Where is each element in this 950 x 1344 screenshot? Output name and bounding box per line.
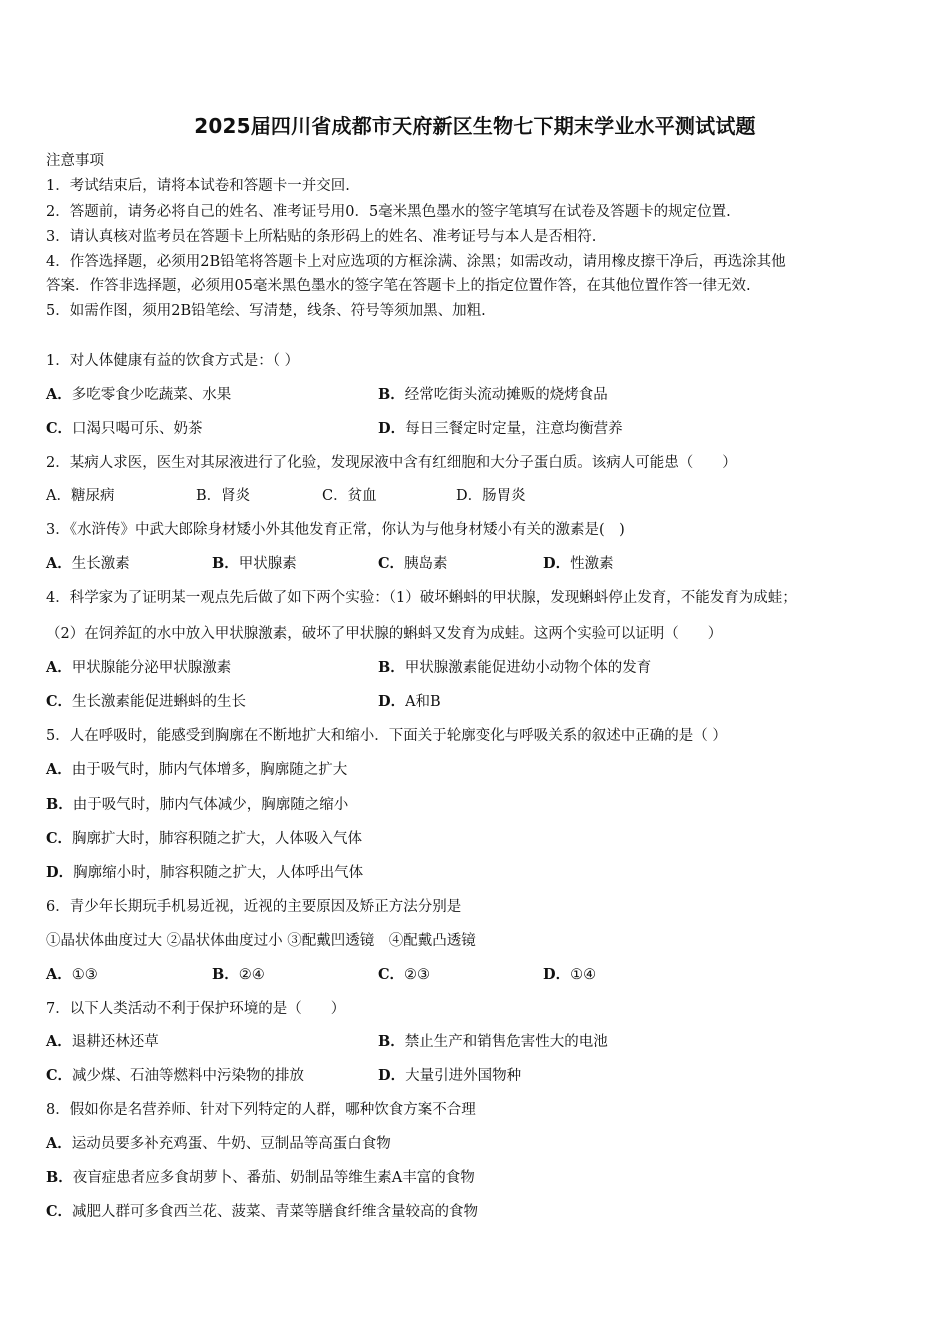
option-letter: D．: [46, 864, 74, 881]
q2-option-a: [46, 486, 114, 506]
option-text: 每日三餐定时定量，注意均衡营养: [405, 421, 623, 437]
q6-option-a: [46, 965, 98, 985]
q8-option-b: [46, 1168, 475, 1188]
q7-option-d: [378, 1066, 521, 1086]
option-letter: B．: [378, 1033, 405, 1050]
question-stem-7: 7．以下人类活动不利于保护环境的是（ ）: [46, 1001, 346, 1017]
option-text: 性激素: [570, 556, 614, 572]
notice-item: 3．请认真核对监考员在答题卡上所粘贴的条形码上的姓名、准考证号与本人是否相符.: [46, 229, 597, 245]
question-stem-1: 1．对人体健康有益的饮食方式是：（ ）: [46, 353, 300, 369]
question-stem-4-cont: （2）在饲养缸的水中放入甲状腺激素，破坏了甲状腺的蝌蚪又发育为成蛙。这两个实验可以证明（ ）: [46, 626, 723, 642]
option-text: 肾炎: [221, 488, 251, 504]
option-text: ②④: [238, 967, 265, 983]
option-text: 运动员要多补充鸡蛋、牛奶、豆制品等高蛋白食物: [71, 1136, 391, 1152]
q6-option-b: [212, 965, 265, 985]
q5-option-b: [46, 795, 348, 815]
option-text: 胸廓缩小时，肺容积随之扩大，人体呼出气体: [73, 865, 364, 881]
notice-item: 2．答题前，请务必将自己的姓名、准考证号用0．5毫米黑色墨水的签字笔填写在试卷及答题卡的规定位置.: [46, 204, 731, 220]
option-text: 由于吸气时，肺内气体减少，胸廓随之缩小: [72, 797, 349, 813]
question-stem-6: 6．青少年长期玩手机易近视，近视的主要原因及矫正方法分别是: [46, 899, 462, 915]
q1-option-b: [378, 385, 608, 405]
q6-option-d: [543, 965, 596, 985]
option-letter: A．: [46, 488, 71, 504]
option-text: 减少煤、石油等燃料中污染物的排放: [72, 1068, 305, 1084]
option-text: 肠胃炎: [482, 488, 526, 504]
page-title: 2025届四川省成都市天府新区生物七下期末学业水平测试试题: [194, 114, 756, 138]
option-text: 糖尿病: [70, 488, 115, 504]
option-letter: D．: [456, 488, 483, 504]
option-text: 口渴只喝可乐、奶茶: [72, 421, 203, 437]
option-letter: A．: [46, 761, 72, 778]
q3-option-c: [378, 554, 448, 574]
option-text: 经常吃街头流动摊贩的烧烤食品: [404, 387, 608, 403]
option-text: 生长激素: [71, 556, 130, 572]
q4-option-a: [46, 658, 231, 678]
option-letter: B．: [46, 1169, 73, 1186]
q6-option-c: [378, 965, 430, 985]
notice-item: 答案．作答非选择题，必须用05毫米黑色墨水的签字笔在答题卡上的指定位置作答，在其他位置作答一律无效.: [46, 278, 751, 294]
q2-option-c: [322, 486, 377, 506]
question-6-statements: ①晶状体曲度过大 ②晶状体曲度过小 ③配戴凹透镜 ④配戴凸透镜: [46, 933, 476, 949]
question-stem-2: 2．某病人求医，医生对其尿液进行了化验，发现尿液中含有红细胞和大分子蛋白质。该病人可能患（ ）: [46, 455, 737, 471]
option-letter: B．: [196, 488, 222, 504]
option-letter: B．: [378, 386, 405, 403]
option-text: ②③: [404, 967, 431, 983]
option-letter: C．: [46, 420, 73, 437]
option-text: 贫血: [347, 488, 377, 504]
option-letter: A．: [46, 386, 72, 403]
q1-option-d: [378, 419, 623, 439]
option-letter: A．: [46, 1135, 72, 1152]
option-letter: A．: [46, 1033, 72, 1050]
q7-option-b: [378, 1032, 608, 1052]
option-text: 夜盲症患者应多食胡萝卜、番茄、奶制品等维生素A丰富的食物: [72, 1170, 475, 1186]
q1-option-a: [46, 385, 231, 405]
option-letter: C．: [378, 555, 405, 572]
q3-option-b: [212, 554, 297, 574]
q1-option-c: [46, 419, 203, 439]
q5-option-a: [46, 760, 347, 780]
question-stem-3: 3．《水浒传》中武大郎除身材矮小外其他发育正常，你认为与他身材矮小有关的激素是( ): [46, 522, 625, 538]
option-text: 甲状腺激素能促进幼小动物个体的发育: [404, 660, 652, 676]
option-letter: B．: [378, 659, 405, 676]
q4-option-b: [378, 658, 651, 678]
option-text: 多吃零食少吃蔬菜、水果: [71, 387, 232, 403]
question-stem-4: 4．科学家为了证明某一观点先后做了如下两个实验：（1）破坏蝌蚪的甲状腺，发现蝌蚪停止发育，不能发育为成蛙；: [46, 590, 797, 606]
q3-option-a: [46, 554, 130, 574]
q3-option-d: [543, 554, 614, 574]
q5-option-c: [46, 829, 362, 849]
option-letter: C．: [46, 1067, 73, 1084]
question-stem-8: 8．假如你是名营养师、针对下列特定的人群，哪种饮食方案不合理: [46, 1102, 476, 1118]
option-letter: C．: [378, 966, 405, 983]
option-text: 减肥人群可多食西兰花、菠菜、青菜等膳食纤维含量较高的食物: [72, 1204, 479, 1220]
option-letter: C．: [322, 488, 348, 504]
option-text: 由于吸气时，肺内气体增多，胸廓随之扩大: [71, 762, 348, 778]
option-text: 大量引进外国物种: [405, 1068, 522, 1084]
option-text: 生长激素能促进蝌蚪的生长: [72, 694, 247, 710]
option-letter: D．: [378, 693, 406, 710]
q8-option-c: [46, 1202, 478, 1222]
option-letter: D．: [378, 1067, 406, 1084]
option-text: 甲状腺能分泌甲状腺激素: [71, 660, 232, 676]
question-stem-5: 5．人在呼吸时，能感受到胸廓在不断地扩大和缩小．下面关于轮廓变化与呼吸关系的叙述中正确的是（ ）: [46, 728, 727, 744]
option-text: 禁止生产和销售危害性大的电池: [404, 1034, 608, 1050]
q2-option-b: [196, 486, 250, 506]
option-text: ①③: [71, 967, 98, 983]
option-text: 退耕还林还草: [71, 1034, 159, 1050]
option-letter: D．: [543, 555, 571, 572]
option-text: 甲状腺素: [238, 556, 297, 572]
q4-option-d: [378, 692, 441, 712]
notice-item: 5．如需作图，须用2B铅笔绘、写清楚，线条、符号等须加黑、加粗.: [46, 303, 486, 319]
notice-item: 1．考试结束后，请将本试卷和答题卡一并交回.: [46, 178, 350, 194]
option-letter: C．: [46, 1203, 73, 1220]
option-letter: D．: [378, 420, 406, 437]
option-letter: B．: [212, 555, 239, 572]
option-text: 胸廓扩大时，肺容积随之扩大，人体吸入气体: [72, 831, 363, 847]
q7-option-a: [46, 1032, 159, 1052]
option-letter: C．: [46, 830, 73, 847]
option-letter: A．: [46, 555, 72, 572]
q2-option-d: [456, 486, 526, 506]
option-text: A和B: [405, 694, 441, 710]
option-letter: B．: [212, 966, 239, 983]
notice-heading: 注意事项: [46, 153, 104, 169]
option-letter: A．: [46, 966, 72, 983]
q8-option-a: [46, 1134, 391, 1154]
notice-item: 4．作答选择题，必须用2B铅笔将答题卡上对应选项的方框涂满、涂黑；如需改动，请用橡皮擦干净后，再选涂其他: [46, 254, 786, 270]
option-letter: D．: [543, 966, 571, 983]
option-letter: B．: [46, 796, 73, 813]
option-letter: A．: [46, 659, 72, 676]
q4-option-c: [46, 692, 246, 712]
option-text: ①④: [570, 967, 597, 983]
option-text: 胰岛素: [404, 556, 448, 572]
q5-option-d: [46, 863, 363, 883]
option-letter: C．: [46, 693, 73, 710]
q7-option-c: [46, 1066, 304, 1086]
